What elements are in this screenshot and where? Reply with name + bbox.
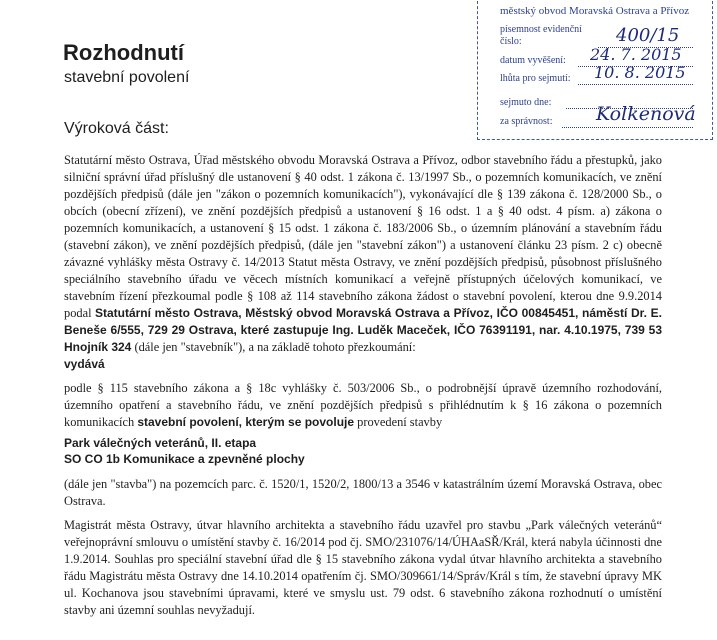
- legal-basis-text: podle § 115 stavebního zákona a § 18c vyhlášky č. 503/2006 Sb., o podrobnější úpravě územního rozhodování, územního opatření a stavebního řádu, ve znění pozdějších předpisů s přihlédnutím k § 16 zákona o pozemních komunikacích: [64, 381, 662, 429]
- stamp-number-label-1: písemnost evidenční: [500, 24, 582, 35]
- vydava-heading: vydává: [64, 357, 105, 371]
- section-heading: Výroková část:: [64, 120, 169, 137]
- stamp-number-value: 400/15: [616, 25, 680, 46]
- applicant-bold: Statutární město Ostrava, Městský obvod Moravská Ostrava a Přívoz, IČO 00845451, náměstí Dr. E. Beneše 6/555, 729 29 Ostrava, které zastupuje Ing. Luděk Maceček, IČO 76391191, nar. 4.10.1975, 739 53 Hnojník 324: [64, 306, 662, 354]
- page-title: Rozhodnutí: [63, 40, 184, 65]
- stamp-number-label-2: číslo:: [500, 36, 522, 47]
- paragraph-applicant: [64, 152, 662, 356]
- stamp-posted-label: datum vyvěšení:: [500, 55, 566, 66]
- stamp-office: městský obvod Moravská Ostrava a Přívoz: [500, 5, 690, 17]
- stamp-removed-label: sejmuto dne:: [500, 97, 552, 108]
- stamp-accuracy-label: za správnost:: [500, 116, 553, 127]
- paragraph-legal-basis: [64, 380, 662, 431]
- paragraph-intro-tail: (dále jen "stavebník"), a na základě tohoto přezkoumání:: [134, 340, 416, 354]
- stamp-removal-line: [578, 84, 693, 85]
- paragraph-magistrate: Magistrát města Ostravy, útvar hlavního architekta a stavebního řádu uzavřel pro stavbu „Park válečných veteránů“ veřejnoprávní smlouvu o umístění stavby č. 16/2014 pod čj. SMO/231076/14/ÚHAaSŘ/Král, která nabyla účinnosti dne 1.9.2014. Souhlas pro speciální stavební úřad dle § 15 stavebního zákona vydal útvar hlavního architekta a stavebního řádu Magistrátu města Ostravy dne 14.10.2014 opatřením čj. SMO/309661/14/Správ/Král s tím, že stavební úpravy MK ul. Kochanova jsou stavebními úpravami, které ve smyslu ust. 79 odst. 6 stavebního zákona rozhodnutí o umístění stavby ani územní souhlas nevyžadují.: [64, 518, 662, 617]
- stamp-accuracy-line: [562, 127, 693, 128]
- stamp-removal-value: 10. 8. 2015: [594, 63, 686, 82]
- building-object: SO CO 1b Komunikace a zpevněné plochy: [64, 452, 305, 466]
- paragraph-intro-text: Statutární město Ostrava, Úřad městského obvodu Moravská Ostrava a Přívoz, odbor stavebního řádu a přestupků, jako silniční správní úřad příslušný dle ustanovení § 40 odst. 1 zákona č. 13/1997 Sb., o pozemních komunikacích, ve znění pozdějších předpisů (dále jen "zákon o pozemních komunikacích"), vykonávající dle § 139 zákona č. 128/2000 Sb., o obcích (obecní zřízení), ve znění pozdějších předpisů a ustanovení § 16 odst. 1 a § 40 odst. 4 písm. a) zákona o pozemních komunikacích, a ustanovení § 15 odst. 1 zákona č. 183/2006 Sb., o územním plánování a stavebním řádu (stavební zákon), ve znění pozdějších předpisů, (dále jen "stavební zákon") a ustanovení článku 23 písm. 2 c) obecně závazné vyhlášky města Ostravy č. 14/2013 Statut města Ostravy, ve znění pozdějších předpisů, působnost příslušného speciálního stavebního úřadu ve věcech místních komunikací a veřejně přístupných účelových komunikací, ve stavebním řízení přezkoumal podle § 108 až 114 stavebního zákona žádost o stavební povolení, kterou dne 9.9.2014 podal: [64, 153, 662, 320]
- page-subtitle: stavební povolení: [64, 69, 190, 86]
- paragraph-parcels: (dále jen "stavba") na pozemcích parc. č. 1520/1, 1520/2, 1800/13 a 3546 v katastrálním území Moravská Ostrava, obec Ostrava.: [64, 477, 662, 508]
- stamp-removal-label: lhůta pro sejmutí:: [500, 73, 571, 84]
- stamp-posted-value: 24. 7. 2015: [590, 45, 682, 64]
- permit-bold: stavební povolení, kterým se povoluje: [137, 415, 355, 429]
- registry-stamp: [477, 0, 713, 140]
- stamp-signature: Kolkenová: [596, 103, 696, 125]
- legal-basis-end: provedení stavby: [357, 415, 443, 429]
- building-name: Park válečných veteránů, II. etapa: [64, 436, 257, 450]
